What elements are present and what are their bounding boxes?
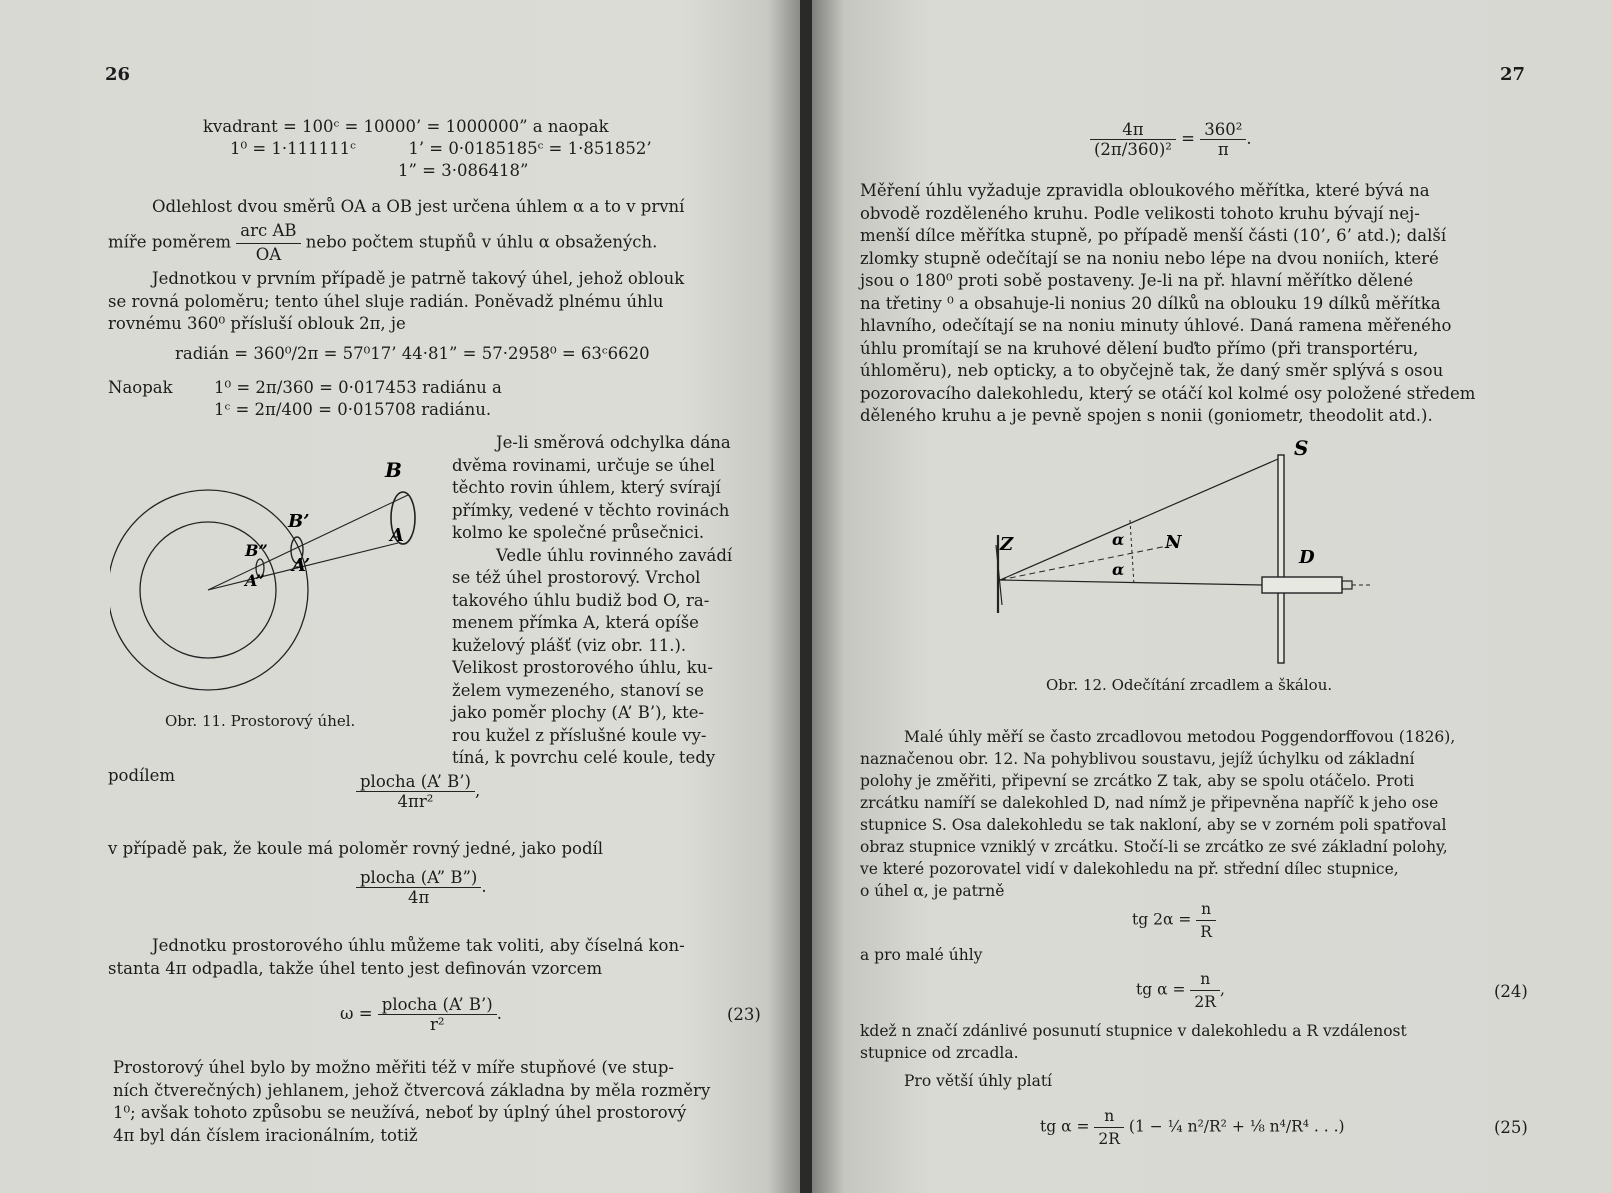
label-B-double-prime: B” — [245, 541, 268, 560]
rp1-line: na třetiny ⁰ a obsahuje-li nonius 20 dílků na oblouku 19 dílků měřítka — [860, 293, 1441, 313]
formula-line-1: kvadrant = 100ᶜ = 10000’ = 1000000” a naopak — [203, 117, 609, 136]
fig12-label-N: N — [1165, 532, 1182, 553]
rp1-line: menší dílce měřítka stupně, po případě menší části (10’, 6’ atd.); další — [860, 226, 1447, 245]
paragraph-3: v případě pak, že koule má poloměr rovný jedné, jako podíl — [108, 839, 604, 858]
label-B: B — [385, 458, 402, 482]
tg2a-lhs: tg 2α = — [1132, 910, 1192, 929]
figure-11-caption: Obr. 11. Prostorový úhel. — [165, 712, 356, 730]
rp1-line: pozorovacího dalekohledu, který se otáčí kol kolmé osy položené středem — [860, 383, 1476, 403]
rp2-line: zrcátku namíří se dalekohled D, nad nímž je připevněna napříč k jeho ose — [860, 794, 1439, 812]
equation-23-number: (23) — [727, 1005, 761, 1024]
col-line: Velikost prostorového úhlu, ku- — [452, 658, 713, 677]
rp2-line: ve které pozorovatel vidí v dalekohledu na př. střední dílec stupnice, — [860, 860, 1399, 878]
top-equation — [1090, 120, 1252, 159]
right-column-text — [452, 432, 742, 770]
angle-arc — [1130, 520, 1134, 585]
rp3-line: stupnice od zrcadla. — [860, 1044, 1019, 1062]
fig12-label-alpha-1: α — [1112, 530, 1125, 549]
radian-equation: radián = 360⁰/2π = 57⁰17’ 44·81” = 57·2958⁰ = 63ᶜ6620 — [175, 344, 650, 363]
normal-N — [1000, 545, 1172, 580]
small-angles-text: a pro malé úhly — [860, 946, 983, 964]
fraction-2-den: 4π — [408, 888, 430, 907]
col-line: těchto rovin úhlem, který svírají — [452, 478, 721, 497]
eq25-den: 2R — [1098, 1130, 1120, 1148]
podilem-label: podílem — [108, 766, 176, 785]
arc-ratio-den: OA — [255, 244, 282, 264]
col-line: želem vymezeného, stanoví se — [452, 680, 704, 700]
top-frac-right-num: 360² — [1200, 120, 1246, 140]
page-number-left: 26 — [105, 64, 131, 85]
col-line: rou kužel z příslušné koule vy- — [452, 725, 707, 745]
fig12-label-S: S — [1294, 436, 1309, 460]
eq23-lhs: ω = — [340, 1004, 373, 1023]
rp3-line: kdež n značí zdánlivé posunutí stupnice v dalekohledu a R vzdálenost — [860, 1022, 1407, 1040]
equation-24 — [1136, 968, 1225, 1013]
p5-line: 4π byl dán číslem iracionálním, totiž — [113, 1125, 418, 1145]
fraction-2-num: plocha (A” B”) — [356, 868, 481, 888]
fraction-1-num: plocha (A’ B’) — [356, 772, 475, 792]
equation-25-number: (25) — [1494, 1118, 1528, 1137]
right-paragraph-1 — [860, 180, 1510, 428]
rp2-line: o úhel α, je patrně — [860, 882, 1005, 900]
eq24-num: n — [1190, 968, 1220, 991]
eq24-lhs: tg α = — [1136, 980, 1186, 999]
equation-24-number: (24) — [1494, 982, 1528, 1001]
col-line: se též úhel prostorový. Vrchol — [452, 568, 701, 587]
figure-12-caption: Obr. 12. Odečítání zrcadlem a škálou. — [1046, 676, 1333, 694]
p5-line: 1⁰; avšak tohoto způsobu se neužívá, neboť by úplný úhel prostorový — [113, 1103, 687, 1122]
p4-line: stanta 4π odpadla, takže úhel tento jest definován vzorcem — [108, 958, 603, 978]
ray-to-scale — [1000, 459, 1278, 580]
figure-11-solid-angle — [110, 455, 440, 715]
equation-23 — [340, 995, 502, 1034]
fraction-2 — [356, 868, 487, 907]
telescope-eyepiece — [1342, 581, 1352, 589]
paragraph-1-line-1: Odlehlost dvou směrů OA a OB jest určena úhlem α a to v první — [152, 197, 685, 216]
col-line: kolmo ke společné průsečnici. — [452, 523, 705, 542]
right-page — [812, 0, 1612, 1193]
col-line: dvěma rovinami, určuje se úhel — [452, 455, 715, 475]
fig12-label-alpha-2: α — [1112, 560, 1125, 579]
naopak-line-1: 1⁰ = 2π/360 = 0·017453 radiánu a — [214, 378, 502, 397]
fig12-label-D: D — [1299, 547, 1315, 568]
p1-pre: míře poměrem — [108, 232, 232, 252]
col-line: takového úhlu budiž bod O, ra- — [452, 590, 710, 610]
p2-line: se rovná poloměru; tento úhel sluje radián. Poněvadž plnému úhlu — [108, 291, 664, 311]
page-number-right: 27 — [1500, 64, 1526, 85]
col-line: Je-li směrová odchylka dána — [496, 433, 731, 452]
eq25-num: n — [1094, 1105, 1124, 1128]
book-gutter — [800, 0, 812, 1193]
label-A-double-prime: A” — [245, 571, 265, 590]
rp1-line: jsou o 180⁰ proti sobě postaveny. Je-li na př. hlavní měřítko dělené — [860, 271, 1414, 290]
p1-post: nebo počtem stupňů v úhlu α obsažených. — [305, 232, 658, 252]
rp1-line: úhlu promítají se na kruhové dělení buďto přímo (při transportéru, — [860, 338, 1419, 358]
fraction-2-tail: . — [481, 877, 487, 896]
rp1-line: Měření úhlu vyžaduje zpravidla obloukového měřítka, které bývá na — [860, 181, 1430, 200]
paragraph-5 — [113, 1057, 763, 1147]
rp2-line: Malé úhly měří se často zrcadlovou metodou Poggendorffovou (1826), — [904, 728, 1456, 746]
rp1-line: hlavního, odečítají se na noniu minuty úhlové. Daná ramena měřeného — [860, 316, 1452, 335]
scale-S — [1278, 455, 1284, 663]
equation-tg2a — [1132, 898, 1216, 943]
p2-line: rovnému 360⁰ přísluší oblouk 2π, je — [108, 314, 406, 333]
eq24-tail: , — [1219, 980, 1225, 999]
col-line: jako poměr plochy (A’ B’), kte- — [452, 703, 705, 722]
label-A-prime: A’ — [292, 555, 311, 576]
eq23-den: r² — [430, 1015, 445, 1034]
equation-25 — [1040, 1105, 1345, 1150]
p2-line: Jednotkou v prvním případě je patrně takový úhel, jehož oblouk — [152, 269, 685, 288]
rp2-line: naznačenou obr. 12. Na pohyblivou soustavu, jejíž úchylku od základní — [860, 750, 1415, 768]
eq25-body: (1 − ¼ n²/R² + ⅛ n⁴/R⁴ . . .) — [1128, 1117, 1345, 1136]
right-paragraph-3 — [860, 1020, 1510, 1064]
left-page — [0, 0, 800, 1193]
eq24-den: 2R — [1194, 993, 1216, 1011]
paragraph-2 — [108, 268, 744, 336]
eq25-lhs: tg α = — [1040, 1117, 1090, 1136]
rp1-line: obvodě rozděleného kruhu. Podle velikosti tohoto kruhu bývají nej- — [860, 203, 1420, 223]
telescope-axis — [1000, 580, 1262, 585]
top-eq-tail: . — [1246, 129, 1252, 148]
rp2-line: polohy je změřiti, připevní se zrcátko Z tak, aby se spolu otáčelo. Proti — [860, 772, 1415, 790]
rp1-line: zlomky stupně odečítají se na noniu nebo lépe na dvou noniích, které — [860, 248, 1439, 268]
fig12-label-Z: Z — [1000, 534, 1014, 555]
top-frac-right-den: π — [1217, 140, 1229, 159]
formula-line-2: 1⁰ = 1·111111ᶜ 1’ = 0·0185185ᶜ = 1·851852’ — [230, 139, 652, 158]
rp1-line: úhloměru), neb opticky, a to obyčejně tak, že daný směr splývá s osou — [860, 361, 1444, 380]
col-line: tíná, k povrchu celé koule, tedy — [452, 748, 716, 767]
figure-12-mirror-scale — [972, 435, 1392, 675]
tg2a-den: R — [1200, 923, 1212, 941]
label-B-prime: B’ — [288, 511, 310, 532]
right-paragraph-4: Pro větší úhly platí — [904, 1072, 1053, 1090]
fraction-1 — [356, 772, 480, 811]
top-frac-left-num: 4π — [1090, 120, 1176, 140]
col-line: přímky, vedené v těchto rovinách — [452, 500, 730, 520]
fraction-1-tail: , — [474, 781, 481, 800]
p5-line: ních čtverečných) jehlanem, jehož čtvercová základna by měla rozměry — [113, 1080, 711, 1100]
fraction-1-den: 4πr² — [397, 792, 434, 811]
top-eq-sign: = — [1181, 129, 1195, 148]
rp2-line: obraz stupnice vzniklý v zrcátku. Stočí-li se zrcátko ze své základní polohy, — [860, 838, 1448, 856]
tg2a-num: n — [1196, 898, 1216, 921]
naopak-line-2: 1ᶜ = 2π/400 = 0·015708 radiánu. — [214, 400, 492, 419]
col-line: menem přímka A, která opíše — [452, 613, 699, 632]
right-paragraph-2 — [860, 726, 1510, 902]
rp2-line: stupnice S. Osa dalekohledu se tak nakloní, aby se v zorném poli spatřoval — [860, 816, 1447, 834]
telescope-D — [1262, 577, 1342, 593]
eq23-tail: . — [496, 1004, 502, 1023]
arc-ratio-fraction — [236, 220, 300, 266]
paragraph-1-line-2 — [108, 220, 748, 266]
eq23-num: plocha (A’ B’) — [378, 995, 497, 1015]
col-line: kuželový plášť (viz obr. 11.). — [452, 635, 687, 655]
p4-line: Jednotku prostorového úhlu můžeme tak voliti, aby číselná kon- — [152, 936, 685, 955]
top-frac-left-den: (2π/360)² — [1094, 140, 1172, 159]
label-A: A — [390, 525, 404, 546]
arc-ratio-num: arc AB — [236, 220, 300, 244]
formula-line-3: 1” = 3·086418” — [398, 161, 529, 180]
paragraph-4 — [108, 935, 748, 980]
col-line: Vedle úhlu rovinného zavádí — [496, 545, 733, 565]
p5-line: Prostorový úhel bylo by možno měřiti též v míře stupňové (ve stup- — [113, 1058, 675, 1077]
naopak-label: Naopak — [108, 378, 173, 397]
rp1-line: děleného kruhu a je pevně spojen s nonii (goniometr, theodolit atd.). — [860, 406, 1433, 425]
